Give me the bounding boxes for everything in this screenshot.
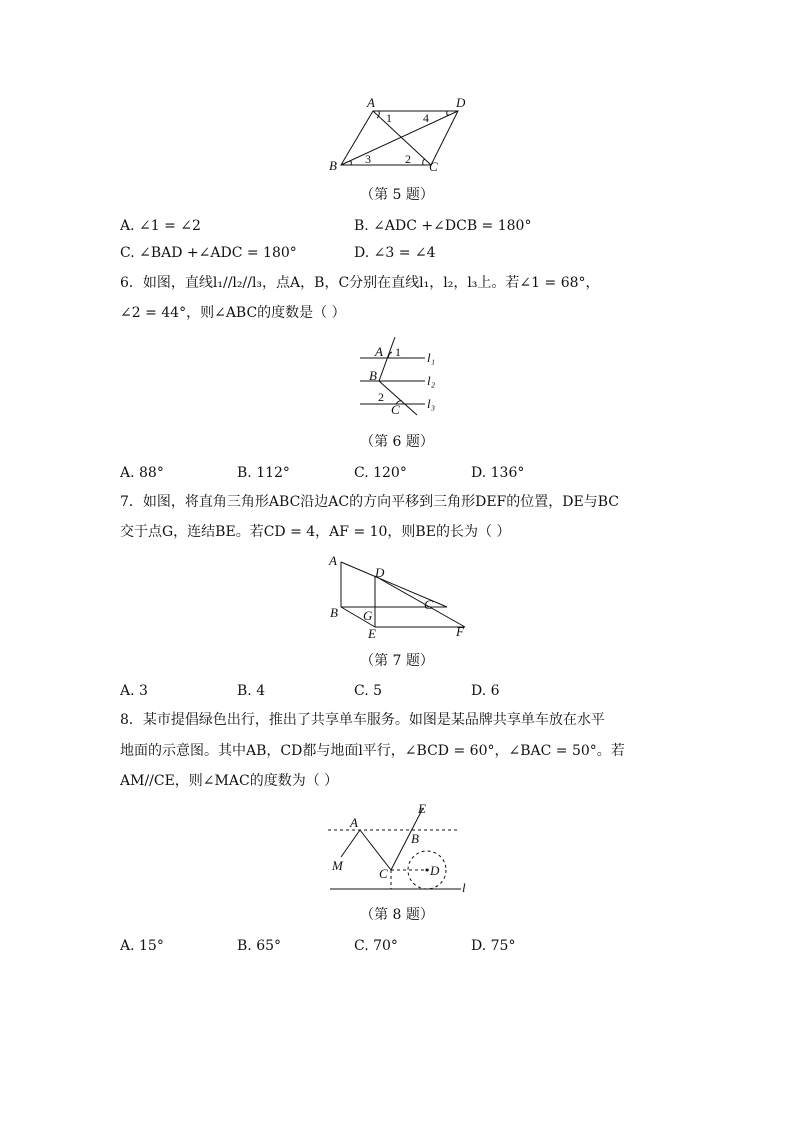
q6-option-c[interactable]: C. 120° — [354, 465, 407, 481]
label-C: C — [424, 597, 433, 612]
point-d — [426, 869, 429, 872]
label-l1: l₁ — [427, 350, 436, 365]
label-A: A — [350, 815, 358, 830]
label-l3: l₃ — [427, 396, 436, 411]
label-A: A — [375, 344, 383, 359]
label-C: C — [391, 402, 400, 417]
caption-q7: （第 7 题） — [360, 653, 434, 669]
q6-option-a[interactable]: A. 88° — [120, 465, 164, 481]
angle-arc-3 — [350, 161, 351, 165]
angle-arc-2 — [423, 159, 425, 165]
q6-option-b[interactable]: B. 112° — [237, 465, 290, 481]
q5-option-a[interactable]: A. ∠1 = ∠2 — [120, 218, 201, 234]
label-B: B — [329, 158, 337, 173]
label-B: B — [411, 831, 419, 846]
label-2: 2 — [405, 152, 411, 166]
q6-stem-line1: 6．如图，直线l₁//l₂//l₃，点A，B，C分别在直线l₁，l₂，l₃上。若∠1 = 68°， — [120, 275, 600, 291]
q8-option-d[interactable]: D. 75° — [471, 938, 516, 954]
label-D: D — [430, 863, 440, 878]
figure-q6 — [355, 335, 455, 420]
label-A: A — [329, 553, 337, 568]
q7-option-c[interactable]: C. 5 — [354, 683, 383, 699]
label-A: A — [367, 95, 375, 110]
q5-option-b[interactable]: B. ∠ADC +∠DCB = 180° — [354, 218, 532, 234]
label-3: 3 — [365, 152, 371, 166]
label-M: M — [332, 858, 343, 873]
label-2: 2 — [378, 390, 384, 404]
label-1: 1 — [395, 345, 401, 359]
label-D: D — [375, 565, 385, 580]
q8-stem-line2: 地面的示意图。其中AB，CD都与地面l平行，∠BCD = 60°，∠BAC = 50°。若 — [120, 743, 625, 759]
segment-ac — [360, 830, 391, 870]
angle-arc-4 — [447, 111, 449, 115]
q8-stem-line3: AM//CE，则∠MAC的度数为（ ） — [120, 773, 339, 789]
q7-stem-line2: 交于点G，连结BE。若CD = 4，AF = 10，则BE的长为（ ） — [120, 524, 511, 540]
label-B: B — [369, 368, 377, 383]
label-C: C — [379, 866, 388, 881]
caption-q5: （第 5 题） — [360, 187, 434, 203]
figure-q8 — [325, 800, 485, 895]
label-l: l — [462, 880, 466, 895]
label-D: D — [456, 95, 466, 110]
caption-q6: （第 6 题） — [360, 434, 434, 450]
q7-option-a[interactable]: A. 3 — [120, 683, 148, 699]
label-1: 1 — [386, 111, 392, 125]
diagonal-bd — [341, 111, 458, 165]
segment-am — [341, 830, 360, 857]
caption-q8: （第 8 题） — [360, 907, 434, 923]
segment-df — [375, 576, 465, 627]
label-4: 4 — [423, 111, 429, 125]
q6-option-d[interactable]: D. 136° — [471, 465, 525, 481]
label-E: E — [418, 801, 426, 816]
q8-stem-line1: 8．某市提倡绿色出行，推出了共享单车服务。如图是某品牌共享单车放在水平 — [120, 712, 605, 728]
label-E: E — [368, 626, 376, 641]
q8-option-b[interactable]: B. 65° — [237, 938, 282, 954]
label-F: F — [456, 624, 464, 639]
label-l2: l₂ — [427, 373, 436, 388]
q7-stem-line1: 7．如图，将直角三角形ABC沿边AC的方向平移到三角形DEF的位置，DE与BC — [120, 494, 619, 510]
label-G: G — [363, 608, 373, 623]
q7-option-d[interactable]: D. 6 — [471, 683, 500, 699]
figure-q7 — [325, 552, 475, 642]
q8-option-c[interactable]: C. 70° — [354, 938, 398, 954]
label-C: C — [429, 159, 438, 174]
figure-q5 — [325, 95, 465, 175]
angle-arc-1 — [388, 352, 392, 358]
q7-option-b[interactable]: B. 4 — [237, 683, 266, 699]
q8-option-a[interactable]: A. 15° — [120, 938, 164, 954]
label-B: B — [330, 605, 338, 620]
q5-option-c[interactable]: C. ∠BAD +∠ADC = 180° — [120, 245, 297, 261]
q6-stem-line2: ∠2 = 44°，则∠ABC的度数是（ ） — [120, 305, 346, 321]
q5-option-d[interactable]: D. ∠3 = ∠4 — [354, 245, 436, 261]
